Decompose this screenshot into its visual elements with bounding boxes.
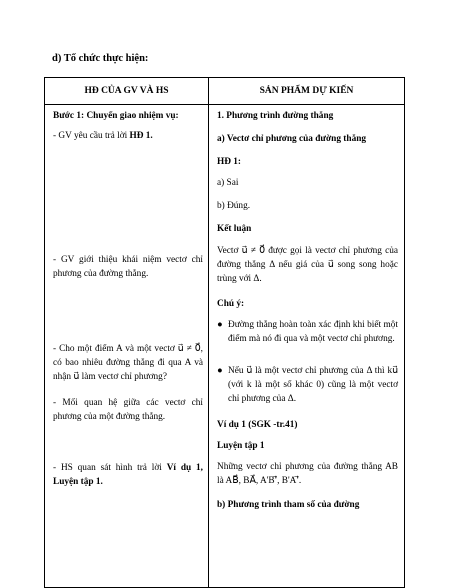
activity-table: [44, 77, 405, 588]
section-heading: d) Tổ chức thực hiện:: [52, 53, 149, 64]
conclusion-text: Vectơ u⃗ ≠ 0⃗ được gọi là vectơ chỉ phương của đường thẳng Δ nếu giá của u⃗ song song hoặc trùng với Δ.: [217, 246, 398, 284]
header-expected-product: SẢN PHẨM DỰ KIẾN: [209, 78, 405, 105]
task-4: - Mối quan hệ giữa các vectơ chỉ phương của một đường thẳng.: [53, 398, 203, 422]
section-1-title: 1. Phương trình đường thẳng: [217, 111, 334, 121]
section-1a-title: a) Vectơ chỉ phương của đường thẳng: [217, 134, 367, 144]
step-1-title: Bước 1: Chuyển giao nhiệm vụ:: [53, 111, 179, 121]
task-3: - Cho một điểm A và một vectơ u⃗ ≠ 0⃗, có bao nhiêu đường thẳng đi qua A và nhận u⃗ làm vectơ chỉ phương?: [53, 344, 203, 382]
hd1-answer-b: b) Đúng.: [217, 201, 251, 211]
activities-cell: [45, 105, 209, 588]
note-item-2: ● Nếu u⃗ là một vectơ chỉ phương của Δ thì ku⃗ (với k là một số khác 0) cũng là một vectơ chỉ phương của Δ.: [217, 366, 398, 404]
hd1-title: HĐ 1:: [217, 157, 242, 167]
table-row: [45, 105, 405, 588]
header-teacher-student: HĐ CỦA GV VÀ HS: [45, 78, 209, 105]
hd1-answer-a: a) Sai: [217, 178, 239, 188]
conclusion-title: Kết luận: [217, 224, 252, 234]
note-title: Chú ý:: [217, 299, 245, 309]
bullet-icon: ●: [217, 320, 223, 330]
table-header-row: [45, 78, 405, 105]
note-item-1: ● Đường thẳng hoàn toàn xác định khi biết một điểm mà nó đi qua và một vectơ chỉ phương.: [217, 320, 398, 344]
bullet-icon: ●: [217, 366, 223, 376]
products-cell: [209, 105, 405, 588]
task-1: - GV yêu cầu trả lời HĐ 1.: [53, 131, 153, 141]
section-1b-title: b) Phương trình tham số của đường: [217, 500, 360, 510]
task-5: - HS quan sát hình trả lời Ví dụ 1, Luyện tập 1.: [53, 463, 203, 487]
task-2: - GV giới thiệu khái niệm vectơ chỉ phương của đường thẳng.: [53, 255, 203, 279]
example-title: Ví dụ 1 (SGK -tr.41): [217, 420, 298, 430]
practice-text: Những vectơ chỉ phương của đường thẳng AB là AB⃗, BA⃗, A'B'⃗, B'A'⃗.: [217, 462, 398, 486]
practice-title: Luyện tập 1: [217, 441, 265, 451]
